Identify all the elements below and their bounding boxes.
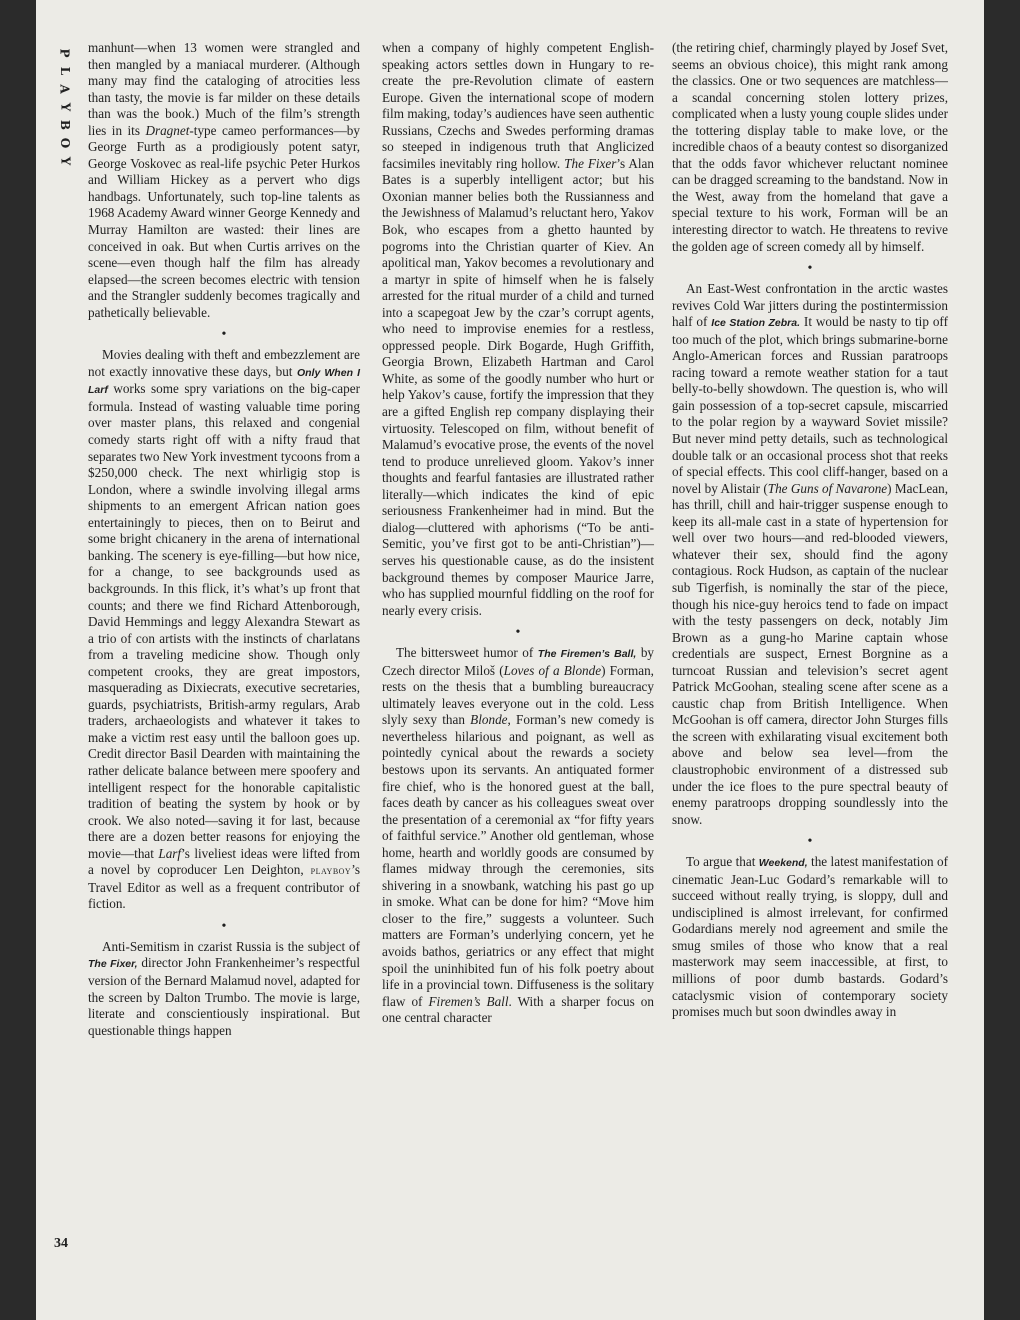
masthead-vertical — [58, 44, 72, 170]
italic-title: Firemen’s Ball — [428, 993, 509, 1009]
italic-title: Loves of a Blonde — [503, 662, 602, 678]
small-caps-name: playboy — [310, 865, 352, 878]
masthead-letter: P — [58, 48, 72, 58]
page-number: 34 — [54, 1236, 68, 1251]
paragraph: The bittersweet humor of The Firemen’s Ball, by Czech director Miloš (Loves of a Blonde) Forman, rests on the thesis that a bumbling bureaucracy ultimately leaves everyone out in the cold. Less slyly sexy than Blonde, Forman’s new comedy is nevertheless hilarious and poignant, as well as pointedly cynical about the rewards a society bestows upon its servants. An antiquated former fire chief, who is the honored guest at the ball, faces death by cancer as his colleagues sweat over the presentation of a ceremonial ax “for fifty years of faithful service.” Another old gentleman, whose home, hearth and worldly goods are consumed by flames midway through the ceremonies, sits shivering in a snowbank, watching his past go up in smoke. What can be done for him? “Move him closer to the fire,” suggests a volunteer. Such matters are Forman’s underlying concern, yet he avoids bathos, geriatrics or any effect that might spoil the uninhibited fun of his folk poetry about life in a provincial town. Diffuseness is the solitary flaw of Firemen’s Ball. With a sharper focus on one central character — [382, 645, 655, 1026]
paragraph: manhunt—when 13 women were strangled and then mangled by a maniacal murderer. (Although many may find the cataloging of atrocities less than tasty, the movie is far milder on these details than was the book.) Much of the film’s strength lies in its Dragnet-type cameo performances—by George Furth as a prodigiously potent satyr, George Voskovec as real-life psychic Peter Hurkos and William Hickey as a pervert who digs handbags. Unfortunately, such top-line talents as 1968 Academy Award winner George Kennedy and Murray Hamilton are wasted: their lines are conceived in oak. But when Curtis arrives on the scene—even though half the film has already elapsed—the screen becomes electric with tension and the Strangler suddenly becomes tragically and pathetically believable. — [88, 40, 360, 320]
section-bullet: • — [807, 834, 813, 850]
masthead-letter: A — [58, 84, 72, 94]
magazine-page — [36, 0, 984, 1320]
text-column-1 — [88, 40, 360, 1039]
masthead-letter: Y — [57, 156, 72, 166]
section-bullet: • — [221, 327, 227, 343]
paragraph: Anti-Semitism in czarist Russia is the subject of The Fixer, director John Frankenheimer’s respectful version of the Bernard Malamud novel, adapted for the screen by Dalton Trumbo. The movie is large, literate and conscientiously inspirational. But questionable things happen — [88, 938, 360, 1038]
section-bullet: • — [515, 625, 521, 641]
masthead-letter: Y — [57, 102, 72, 112]
section-bullet: • — [221, 918, 227, 934]
film-title: Weekend, — [758, 857, 808, 870]
italic-title: The Fixer — [564, 155, 617, 171]
italic-title: Blonde — [470, 712, 508, 728]
film-title: The Fixer, — [88, 958, 138, 971]
paragraph: Movies dealing with theft and embezzlement are not exactly innovative these days, but Only When I Larf works some spry variations on the big-caper formula. Instead of wasting valuable time poring over master plans, this relaxed and congenial comedy starts right off with a nifty fraud that separates two New York investment tycoons from a $250,000 check. The next whirligig stop is London, where a swindle involving illegal arms shipments to an emergent African nation goes entertainingly to pieces, then on to Beirut and some bright chicanery in the arena of international banking. The scenery is eye-filling—but how nice, for a change, to see backgrounds used as backgrounds. In this flick, it’s what’s up front that counts; and there we find Richard Attenborough, David Hemmings and leggy Alexandra Stewart as a trio of con artists with the instincts of charlatans from a traveling medicine show. Though only competent crooks, they are great impostors, masquerading as Dixiecrats, executive secretaries, guards, psychiatrists, British-army regulars, Arab traders, archaeologists and whatever it takes to make a victim rest easy until the balloon goes up. Credit director Basil Dearden with maintaining the rather delicate balance between mere spoofery and intelligent respect for the honorable capitalistic tradition of beating the system by hook or by crook. We also noted—saving it for last, because there are a dozen better reasons for enjoying the movie—that Larf’s liveliest ideas were lifted from a novel by coproducer Len Deighton, playboy’s Travel Editor as well as a frequent contributor of fiction. — [88, 347, 361, 912]
masthead-letter: L — [58, 66, 72, 76]
film-title: The Firemen’s Ball, — [537, 648, 637, 661]
paragraph: To argue that Weekend, the latest manifestation of cinematic Jean-Luc Godard’s remarkable will to succeed without really trying, is sloppy, dull and undisciplined is almost irrelevant, for confirmed Godardians merely nod agreement and smile the smug smiles of those who know that a real masterwork may seem inaccessible, at first, to millions of poor dumb bastards. Godard’s cataclysmic vision of contemporary society promises much but soon dwindles away in — [672, 854, 948, 1020]
masthead-letter: O — [57, 137, 72, 149]
paragraph: An East-West confrontation in the arctic wastes revives Cold War jitters during the postintermission half of Ice Station Zebra. It would be nasty to tip off too much of the plot, which brings submarine-borne Anglo-American forces and Russian paratroops racing toward a remote weather station for a taut belly-to-belly showdown. The question is, who will gain possession of a top-secret capsule, miscarried to the polar region by a wayward Soviet missile? But never mind petty details, such as technological double talk or an occasional process shot that reeks of special effects. This cool cliff-hanger, based on a novel by Alistair (The Guns of Navarone) MacLean, has thrill, chill and hair-trigger suspense enough to keep its all-male cast in a state of hypertension for well over two hours—and red-blooded viewers, whatever their sex, should find the agony contagious. Rock Hudson, as captain of the nuclear sub Tigerfish, is nominally the star of the piece, though his nice-guy heroics tend to fade on impact with the testy passengers on deck, notably Jim Brown as a gung-ho Marine captain whose credentials are suspect, Ernest Borgnine as a turncoat Russian and television’s secret agent Patrick McGoohan, stealing scene after scene as a caustic chap from British Intelligence. When McGoohan is off camera, director John Sturges fills the screen with exhilarating visual excitement both above and below sea level—from the claustrophobic environment of a distressed sub under the ice floes to the pure spectral beauty of enemy paratroops dropping soundlessly into the snow. — [672, 281, 948, 827]
section-bullet: • — [807, 261, 813, 277]
film-title: Ice Station Zebra. — [711, 317, 801, 330]
paragraph: (the retiring chief, charmingly played by Josef Svet, seems an obvious choice), this might rank among the classics. One or two sequences are matchless—a scandal concerning stolen lottery prizes, complicated when a lusty young couple slides under the tottering display table to make love, or the incredible chaos of a beauty contest so disorganized that the odds favor whichever reluctant nominee can be dragged screaming to the bandstand. Now in the West, away from the homeland that gave a special texture to his work, Forman will be an interesting director to watch. He threatens to revive the golden age of screen comedy all by himself. — [672, 40, 948, 254]
paragraph: when a company of highly competent English-speaking actors settles down in Hungary to re-create the pre-Revolution climate of eastern Europe. Given the international scope of modern film making, today’s audiences have seen authentic Russians, Czechs and Swedes performing dramas so steeped in indigenous truth that Anglicized facsimiles inevitably ring hollow. The Fixer’s Alan Bates is a superbly intelligent actor; but his Oxonian manner belies both the Russianness and the Jewishness of Malamud’s reluctant hero, Yakov Bok, who escapes from a ghetto haunted by pogroms into the Christian quarter of Kiev. An apolitical man, Yakov becomes a revolutionary and a martyr in spite of himself when he is falsely arrested for the ritual murder of a child and turned into a scapegoat Jew by the czar’s corrupt agents, who need to improvise enemies for a restless, oppressed people. Dirk Bogarde, Hugh Griffith, Georgia Brown, Elizabeth Hartman and Carol White, as some of the goodly number who hurt or help Yakov’s cause, fortify the impression that they are a gifted English rep company displaying their virtuosity. Telescoped on film, without benefit of Malamud’s evocative prose, the events of the novel tend to produce unrelieved gloom. Yakov’s inner thoughts and fearful fantasies are illustrated rather literally—which indicates the kind of epic seriousness Frankenheimer had in mind. But the dialog—cluttered with aphorisms (“To be anti-Semitic, you’ve first got to be anti-Christian”)—serves his questionable cause, as do the insistent background themes by composer Maurice Jarre, who has supplied mournful fiddling on the roof for nearly every crisis. — [382, 40, 654, 618]
italic-title: Larf — [158, 845, 182, 861]
film-title: Only When I Larf — [88, 366, 361, 397]
text-column-2 — [382, 40, 654, 1027]
italic-title: The Guns of Navarone — [767, 480, 888, 496]
italic-title: Dragnet — [145, 122, 190, 138]
text-column-3 — [672, 40, 948, 1021]
masthead-letter: B — [58, 119, 72, 131]
